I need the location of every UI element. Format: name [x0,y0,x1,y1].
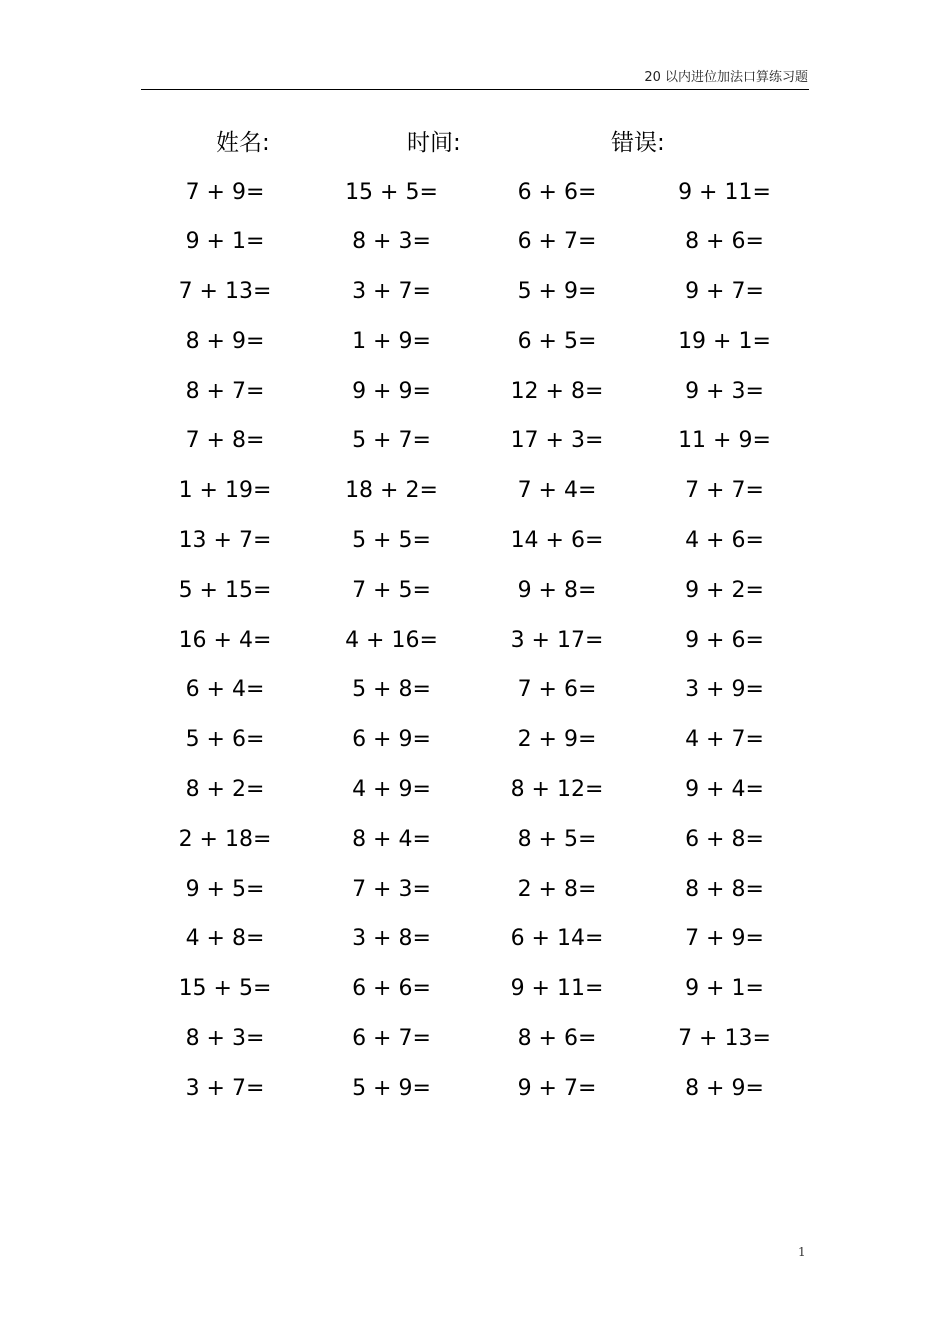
problem-item: 8 + 2= [185,777,265,803]
problem-item: 9 + 11= [510,976,604,1002]
errors-label: 错误: [611,130,665,156]
problem-item: 3 + 9= [685,677,764,703]
problem-item: 17 + 3= [510,428,604,454]
problem-item: 8 + 6= [517,1026,597,1052]
problem-item: 9 + 1= [685,976,764,1002]
problem-item: 16 + 4= [178,627,272,653]
problem-item: 5 + 8= [352,677,431,703]
problem-item: 6 + 7= [517,229,597,255]
problem-item: 7 + 9= [185,179,265,205]
problem-item: 5 + 6= [185,727,265,753]
problem-item: 8 + 4= [352,826,431,852]
problem-item: 8 + 7= [185,378,265,404]
problem-item: 9 + 11= [678,179,771,205]
problem-item: 1 + 19= [178,478,272,504]
student-info-row [0,124,950,160]
problem-item: 6 + 9= [352,727,431,753]
problem-item: 7 + 9= [685,926,764,952]
problem-item: 4 + 9= [352,777,431,803]
problem-item: 7 + 4= [517,478,597,504]
problem-item: 8 + 5= [517,826,597,852]
problem-item: 4 + 16= [345,627,438,653]
problem-item: 7 + 13= [178,279,272,305]
problem-item: 6 + 5= [517,328,597,354]
problem-item: 8 + 9= [685,1075,764,1101]
problem-item: 8 + 8= [685,876,764,902]
problem-item: 14 + 6= [510,528,604,554]
problem-item: 6 + 4= [185,677,265,703]
problem-item: 7 + 6= [517,677,597,703]
document-header-title: 20 以内进位加法口算练习题 [644,70,808,85]
problem-item: 2 + 18= [178,826,272,852]
problem-item: 13 + 7= [178,528,272,554]
problem-item: 7 + 3= [352,876,431,902]
problem-grid [141,172,809,1118]
problem-item: 5 + 9= [352,1075,431,1101]
problem-item: 4 + 7= [685,727,764,753]
problem-item: 9 + 1= [185,229,265,255]
problem-item: 9 + 5= [185,876,265,902]
problem-item: 8 + 12= [510,777,604,803]
problem-item: 9 + 4= [685,777,764,803]
problem-item: 8 + 3= [352,229,431,255]
problem-item: 3 + 17= [510,627,604,653]
problem-item: 5 + 9= [517,279,597,305]
problem-item: 12 + 8= [510,378,604,404]
problem-item: 4 + 8= [185,926,265,952]
problem-item: 3 + 7= [185,1075,265,1101]
problem-item: 9 + 9= [352,378,431,404]
time-label: 时间: [407,130,461,156]
problem-item: 5 + 7= [352,428,431,454]
problem-item: 6 + 6= [517,179,597,205]
problem-item: 11 + 9= [678,428,771,454]
header-divider [141,89,809,90]
problem-item: 9 + 8= [517,577,597,603]
problem-item: 8 + 3= [185,1026,265,1052]
problem-item: 9 + 2= [685,577,764,603]
problem-item: 9 + 7= [685,279,764,305]
problem-item: 2 + 8= [517,876,597,902]
problem-item: 9 + 3= [685,378,764,404]
problem-item: 7 + 8= [185,428,265,454]
problem-item: 3 + 7= [352,279,431,305]
problem-item: 5 + 5= [352,528,431,554]
problem-item: 2 + 9= [517,727,597,753]
problem-item: 3 + 8= [352,926,431,952]
problem-item: 19 + 1= [678,328,771,354]
problem-item: 9 + 7= [517,1075,597,1101]
problem-item: 1 + 9= [352,328,431,354]
problem-item: 9 + 6= [685,627,764,653]
problem-item: 6 + 8= [685,826,764,852]
page-number: 1 [798,1245,806,1259]
problem-item: 8 + 9= [185,328,265,354]
problem-item: 7 + 5= [352,577,431,603]
problem-item: 6 + 6= [352,976,431,1002]
problem-item: 15 + 5= [178,976,272,1002]
name-label: 姓名: [216,130,270,156]
problem-item: 18 + 2= [345,478,438,504]
problem-item: 15 + 5= [345,179,438,205]
problem-item: 6 + 14= [510,926,604,952]
problem-item: 4 + 6= [685,528,764,554]
problem-item: 5 + 15= [178,577,272,603]
problem-item: 6 + 7= [352,1026,431,1052]
problem-item: 8 + 6= [685,229,764,255]
problem-item: 7 + 13= [678,1026,771,1052]
problem-item: 7 + 7= [685,478,764,504]
